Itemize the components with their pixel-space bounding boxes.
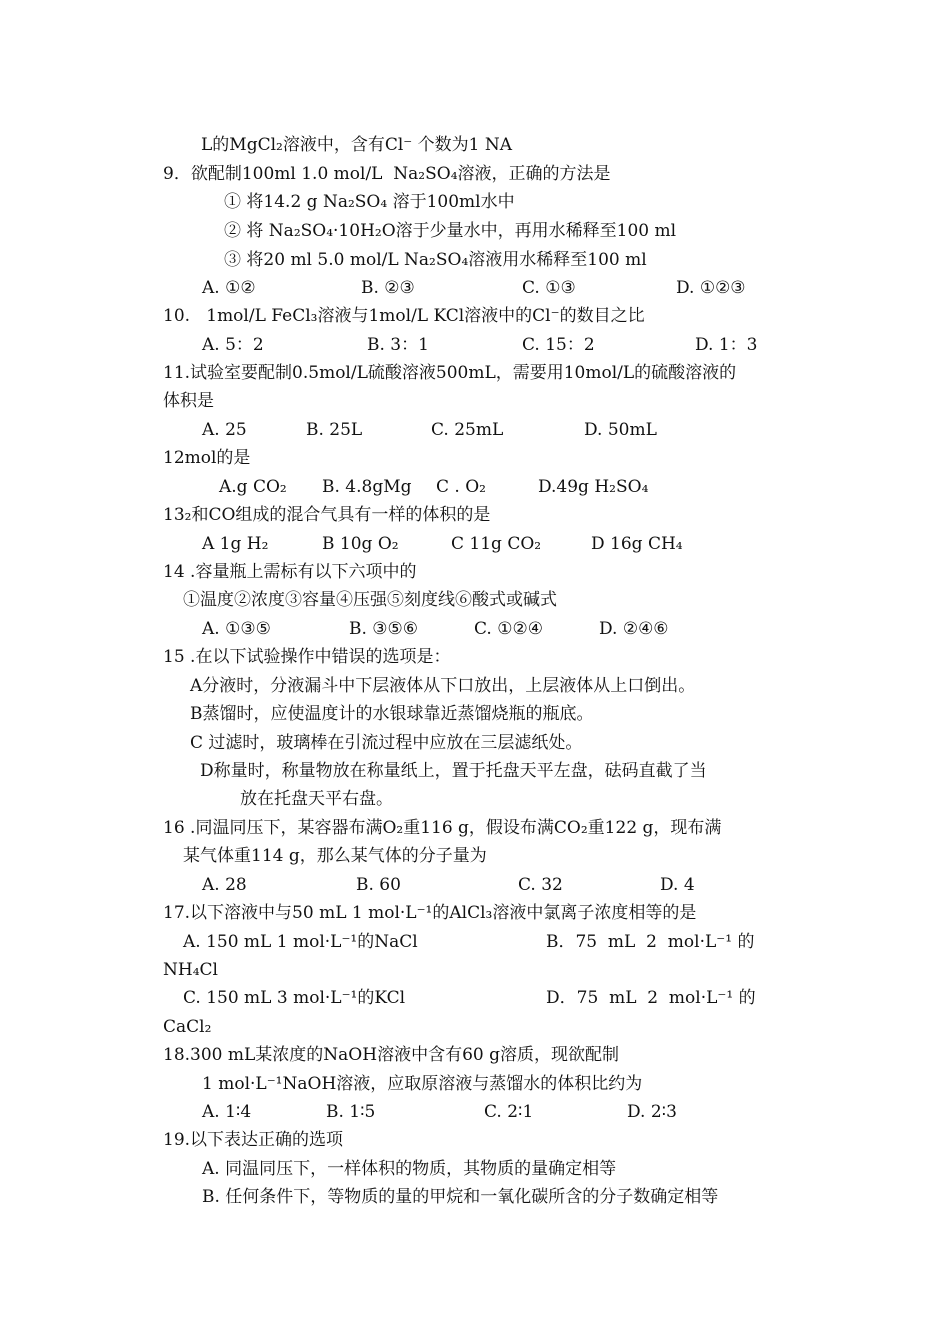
- q15-option-d-cont: 放在托盘天平右盘。: [240, 789, 393, 809]
- q16-option-b: B. 60: [356, 875, 401, 895]
- q14-items: ①温度②浓度③容量④压强⑤刻度线⑥酸式或碱式: [183, 590, 557, 610]
- question-18: 18.300 mL某浓度的NaOH溶液中含有60 g溶质，现欲配制: [163, 1045, 619, 1065]
- q11-option-a: A. 25: [202, 420, 247, 440]
- q17-option-b-cont: NH₄Cl: [163, 960, 218, 980]
- q16-option-a: A. 28: [202, 875, 247, 895]
- q18-option-c: C. 2∶1: [484, 1102, 534, 1122]
- q14-option-d: D. ②④⑥: [599, 619, 669, 639]
- q17-option-d-cont: CaCl₂: [163, 1017, 212, 1037]
- q18-option-d: D. 2∶3: [627, 1102, 677, 1122]
- q9-item-1: ① 将14.2 g Na₂SO₄ 溶于100ml水中: [224, 192, 515, 212]
- q12-option-b: B. 4.8gMg: [322, 477, 412, 497]
- q11-option-c: C. 25mL: [431, 420, 504, 440]
- q15-option-b: B蒸馏时，应使温度计的水银球靠近蒸馏烧瓶的瓶底。: [190, 704, 594, 724]
- question-15: 15 .在以下试验操作中错误的选项是：: [163, 647, 451, 667]
- question-18-cont: 1 mol·L⁻¹NaOH溶液，应取原溶液与蒸馏水的体积比约为: [202, 1074, 643, 1094]
- q10-option-d: D. 1：3: [695, 335, 758, 355]
- q12-option-d: D.49g H₂SO₄: [538, 477, 649, 497]
- question-11-cont: 体积是: [163, 391, 214, 411]
- q14-option-c: C. ①②④: [474, 619, 543, 639]
- q19-option-b: B. 任何条件下，等物质的量的甲烷和一氧化碳所含的分子数确定相等: [202, 1187, 719, 1207]
- q9-item-3: ③ 将20 ml 5.0 mol/L Na₂SO₄溶液用水稀释至100 ml: [224, 250, 647, 270]
- q16-option-c: C. 32: [518, 875, 563, 895]
- q19-option-a: A. 同温同压下，一样体积的物质，其物质的量确定相等: [202, 1159, 617, 1179]
- question-17: 17.以下溶液中与50 mL 1 mol·L⁻¹的AlCl₃溶液中氯离子浓度相等的是: [163, 903, 697, 923]
- q9-item-2: ② 将 Na₂SO₄·10H₂O溶于少量水中，再用水稀释至100 ml: [224, 221, 677, 241]
- q15-option-c: C 过滤时，玻璃棒在引流过程中应放在三层滤纸处。: [190, 733, 583, 753]
- q13-option-c: C 11g CO₂: [451, 534, 542, 554]
- q13-option-d: D 16g CH₄: [591, 534, 683, 554]
- question-16-cont: 某气体重114 g，那么某气体的分子量为: [183, 846, 487, 866]
- q9-option-c: C. ①③: [522, 278, 576, 298]
- q17-option-c: C. 150 mL 3 mol·L⁻¹的KCl: [183, 988, 406, 1008]
- q16-option-d: D. 4: [660, 875, 695, 895]
- question-11: 11.试验室要配制0.5mol/L硫酸溶液500mL，需要用10mol/L的硫酸溶液的: [163, 363, 737, 383]
- q9-option-a: A. ①②: [202, 278, 256, 298]
- q9-option-b: B. ②③: [361, 278, 415, 298]
- q15-option-a: A分液时，分液漏斗中下层液体从下口放出，上层液体从上口倒出。: [190, 676, 696, 696]
- q12-option-a: A.g CO₂: [219, 477, 287, 497]
- q13-option-b: B 10g O₂: [322, 534, 399, 554]
- q9-option-d: D. ①②③: [676, 278, 746, 298]
- q11-option-d: D. 50mL: [584, 420, 657, 440]
- q11-option-b: B. 25L: [306, 420, 363, 440]
- q12-option-c: C . O₂: [436, 477, 486, 497]
- q15-option-d: D称量时，称量物放在称量纸上，置于托盘天平左盘，砝码直截了当: [200, 761, 707, 781]
- q17-option-d: D．75 mL 2 mol·L⁻¹ 的: [546, 988, 756, 1008]
- question-10: 10. 1mol/L FeCl₃溶液与1mol/L KCl溶液中的Cl⁻的数目之比: [163, 306, 645, 326]
- q10-option-c: C. 15：2: [522, 335, 595, 355]
- question-19: 19.以下表达正确的选项: [163, 1130, 344, 1150]
- q17-option-a: A. 150 mL 1 mol·L⁻¹的NaCl: [183, 932, 418, 952]
- q13-option-a: A 1g H₂: [202, 534, 269, 554]
- q18-option-b: B. 1∶5: [326, 1102, 376, 1122]
- q10-option-a: A. 5：2: [202, 335, 264, 355]
- q14-option-a: A. ①③⑤: [202, 619, 271, 639]
- question-12: 12mol的是: [163, 448, 251, 468]
- question-9: 9．欲配制100ml 1.0 mol/L Na₂SO₄溶液，正确的方法是: [163, 164, 611, 184]
- q14-option-b: B. ③⑤⑥: [349, 619, 419, 639]
- text-line: L的MgCl₂溶液中，含有Cl⁻ 个数为1 NA: [201, 135, 513, 155]
- question-16: 16 .同温同压下，某容器布满O₂重116 g，假设布满CO₂重122 g，现布满: [163, 818, 722, 838]
- q10-option-b: B. 3：1: [367, 335, 429, 355]
- question-14: 14 .容量瓶上需标有以下六项中的: [163, 562, 417, 582]
- question-13: 13₂和CO组成的混合气具有一样的体积的是: [163, 505, 491, 525]
- q18-option-a: A. 1∶4: [202, 1102, 252, 1122]
- q17-option-b: B．75 mL 2 mol·L⁻¹ 的: [546, 932, 755, 952]
